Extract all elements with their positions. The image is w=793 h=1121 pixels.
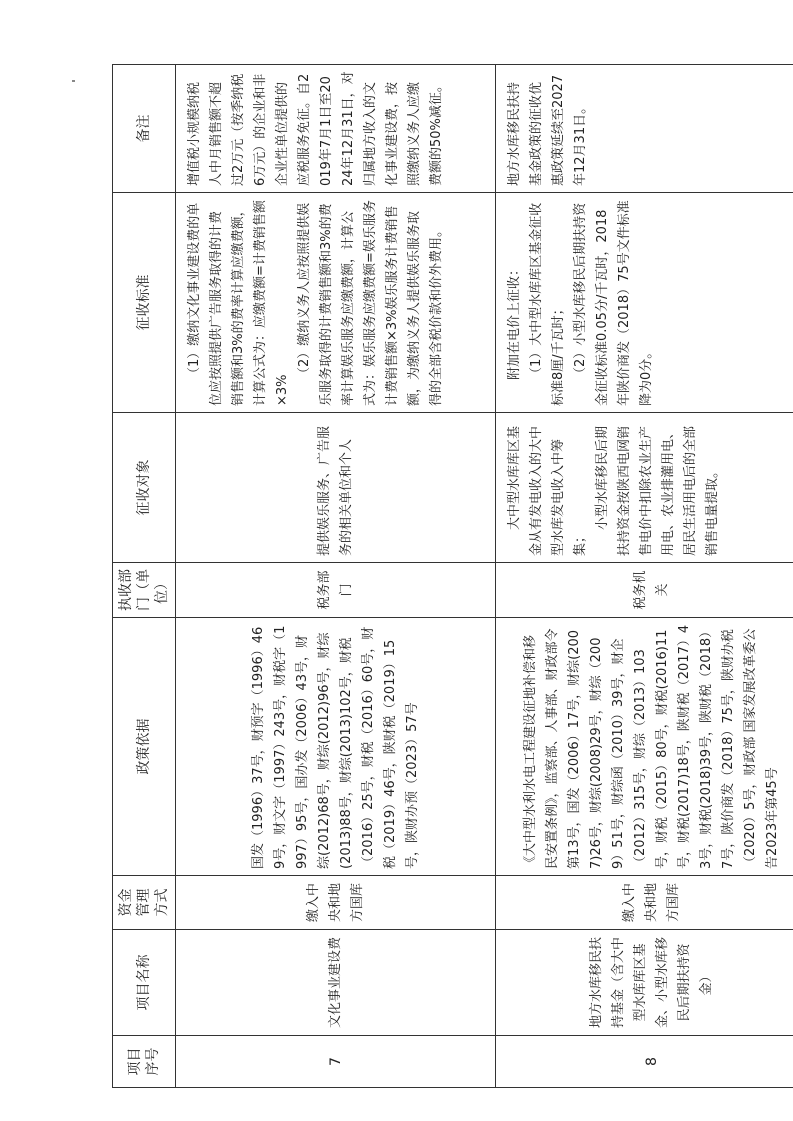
row-8-standard-3: （2）小型水库移民后期扶持资金征收标准0.05分/千瓦时，2018年陕价商发（2018）75号文件标准降为0分。 bbox=[573, 200, 654, 406]
row-7-target: 提供娱乐服务、广告服务的相关单位和个人 bbox=[176, 413, 496, 563]
row-8-seq: 8 bbox=[496, 1036, 793, 1088]
row-7-standard-2: （2）缴纳义务人应按照提供娱乐服务取得的计费销售额和3%的费率计算娱乐服务应缴费额，计算公式为：娱乐服务应缴费额=娱乐服务计费销售额×3%娱乐服务计费销售额，为缴纳义务人提供娱乐服务取得的全部含税价款和价外费用。 bbox=[297, 200, 444, 406]
table-row-8 bbox=[496, 65, 793, 1088]
header-row bbox=[113, 65, 176, 1088]
row-7-seq: 7 bbox=[176, 1036, 496, 1088]
header-mgmt: 资金管理方式 bbox=[113, 876, 176, 930]
row-7-note: 增值税小规模纳税人中月销售额不超过2万元（按季纳税6万元）的企业和非企业性单位提供的应税服务免征。自2019年7月1日至2024年12月31日，对归属地方收入的文化事业建设费，按照缴纳义务人应缴费额的50%减征。 bbox=[176, 65, 496, 193]
header-seq: 项目序号 bbox=[113, 1036, 176, 1088]
table-row-7 bbox=[176, 65, 496, 1088]
row-8-standard-1: 附加在电价上征收： bbox=[507, 262, 522, 380]
header-basis: 政策依据 bbox=[113, 618, 176, 876]
row-7-dept: 税务部门 bbox=[176, 563, 496, 618]
row-8-target bbox=[496, 413, 793, 563]
row-8-note: 地方水库移民扶持基金政策的征收优惠政策延续至2027年12月31日。 bbox=[496, 65, 793, 193]
row-7-name: 文化事业建设费 bbox=[176, 930, 496, 1036]
row-8-basis: 《大中型水利水电工程建设征地补偿和移民安置条例》，监察部、人事部、财政部令第13号，国发（2006）17号，财综(2007)26号，财综(2008)29号，财综（2009）51号，财综函（2010）39号，财企（2012）315号，财综（2013）103号，财税（2015）80号，财税(2016)11号，财税(2017)18号，陕财税（2017）43号，财税(2018)39号，陕财税（2018）7号，陕价商发（2018）75号，陕财办税（2020）5号，财政部 国家发展改革委公告2023年第45号 bbox=[496, 618, 793, 876]
row-7-standard-1: （1）缴纳文化事业建设费的单位应按照提供广告服务取得的计费销售额和3%的费率计算应缴费额，计算公式为：应缴费额=计费销售额×3% bbox=[187, 200, 290, 406]
header-dept: 执收部门（单位） bbox=[113, 563, 176, 618]
scan-speck bbox=[72, 80, 75, 82]
header-target: 征收对象 bbox=[113, 413, 176, 563]
row-8-mgmt: 缴入中央和地方国库 bbox=[496, 876, 793, 930]
fee-table bbox=[112, 64, 793, 1088]
row-8-target-1: 大中型水库库区基金从有发电收入的大中型水库发电收入中筹集； bbox=[507, 425, 588, 556]
row-8-standard-2: （1）大中型水库库区基金征收标准8厘/千瓦时； bbox=[529, 202, 566, 406]
row-8-dept: 税务机关 bbox=[496, 563, 793, 618]
header-standard: 征收标准 bbox=[113, 193, 176, 413]
row-7-basis: 国发（1996）37号，财预字（1996）469号，财文字（1997）243号，财税字（1997）95号，国办发（2006）43号，财综(2012)68号，财综(2012)96号，财综(2013)88号，财综(2013)102号，财税（2016）25号，财税（2016）60号，财税（2019）46号，陕财税（2019）15号，陕财办预（2023）57号 bbox=[176, 618, 496, 876]
row-8-standard bbox=[496, 193, 793, 413]
header-note: 备注 bbox=[113, 65, 176, 193]
fee-table-rotated bbox=[112, 65, 793, 1088]
header-name: 项目名称 bbox=[113, 930, 176, 1036]
row-8-name: 地方水库移民扶持基金（含大中型水库库区基金、小型水库移民后期扶持资金） bbox=[496, 930, 793, 1036]
row-8-target-2: 小型水库移民后期扶持资金按陕西电网销售电价中扣除农业生产用电、农业排灌用电、居民生活用电后的全部销售电量提取。 bbox=[595, 425, 720, 556]
row-7-standard bbox=[176, 193, 496, 413]
row-7-mgmt: 缴入中央和地方国库 bbox=[176, 876, 496, 930]
